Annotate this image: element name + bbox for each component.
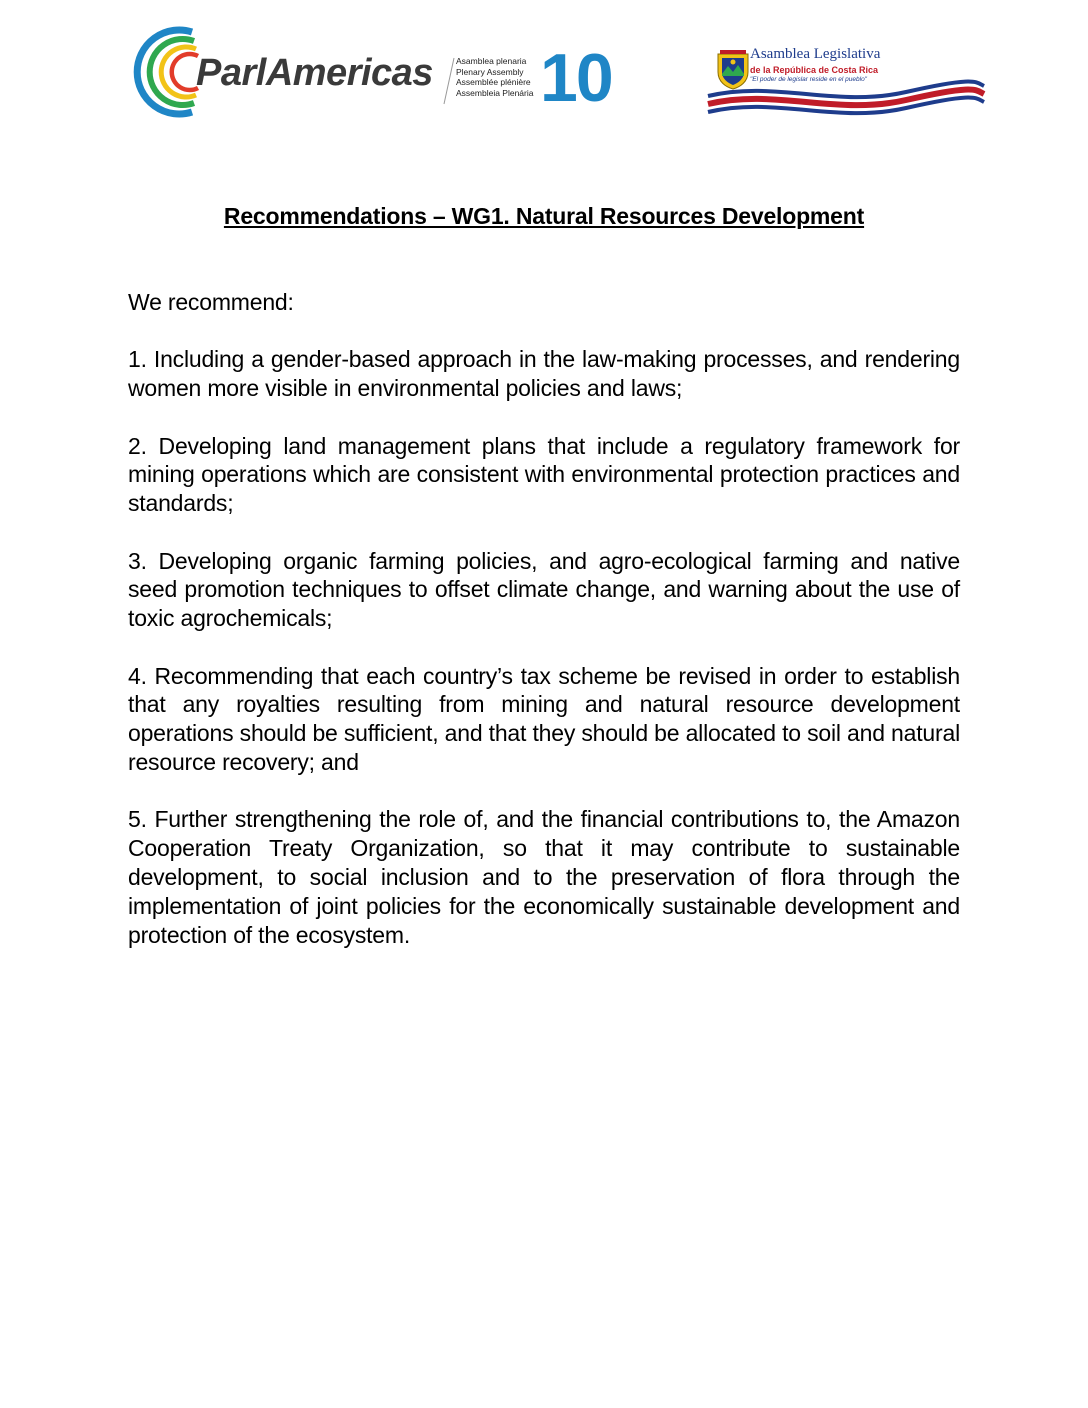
plenary-line: Plenary Assembly bbox=[456, 66, 524, 77]
costa-rica-seal-icon bbox=[714, 48, 752, 90]
asamblea-subtitle: de la República de Costa Rica bbox=[750, 65, 879, 75]
asamblea-motto: "El poder de legislar reside en el pueblo" bbox=[750, 76, 867, 83]
recommendation-item: 3. Developing organic farming policies, and agro-ecological farming and native seed promotion techniques to offset climate change, and warning about the use of toxic agrochemicals; bbox=[128, 547, 960, 632]
plenary-line: Asamblea plenaria bbox=[456, 56, 527, 66]
recommendation-item: 1. Including a gender-based approach in the law-making processes, and rendering women more visible in environmental policies and laws; bbox=[128, 346, 960, 402]
asamblea-title: Asamblea Legislativa bbox=[750, 46, 881, 62]
parlamericas-wordmark: ParlAmericas bbox=[196, 52, 433, 94]
asamblea-legislativa-logo bbox=[706, 42, 986, 124]
plenary-line: Assemblée plénière bbox=[456, 77, 531, 87]
intro-text: We recommend: bbox=[128, 289, 294, 315]
recommendation-item: 2. Developing land management plans that include a regulatory framework for mining operations which are consistent with environmental protection practices and standards; bbox=[128, 432, 960, 517]
plenary-assembly-labels bbox=[456, 56, 533, 98]
page-header bbox=[0, 0, 1088, 130]
document-title: Recommendations – WG1. Natural Resources Development bbox=[223, 203, 865, 229]
edition-number: 10 bbox=[540, 40, 612, 116]
plenary-line: Assembleia Plenária bbox=[456, 87, 534, 98]
document-body bbox=[128, 288, 960, 978]
recommendation-item: 5. Further strengthening the role of, and the financial contributions to, the Amazon Cooperation Treaty Organization, so that it may contribute to sustainable development, to social inclusion and to the preservation of flora through the implementation of joint policies for the economically sustainable development and protection of the ecosystem. bbox=[128, 806, 960, 948]
recommendation-item: 4. Recommending that each country’s tax scheme be revised in order to establish that any royalties resulting from mining and natural resource development operations should be sufficient, and that they should be allocated to soil and natural resource recovery; and bbox=[128, 662, 960, 775]
